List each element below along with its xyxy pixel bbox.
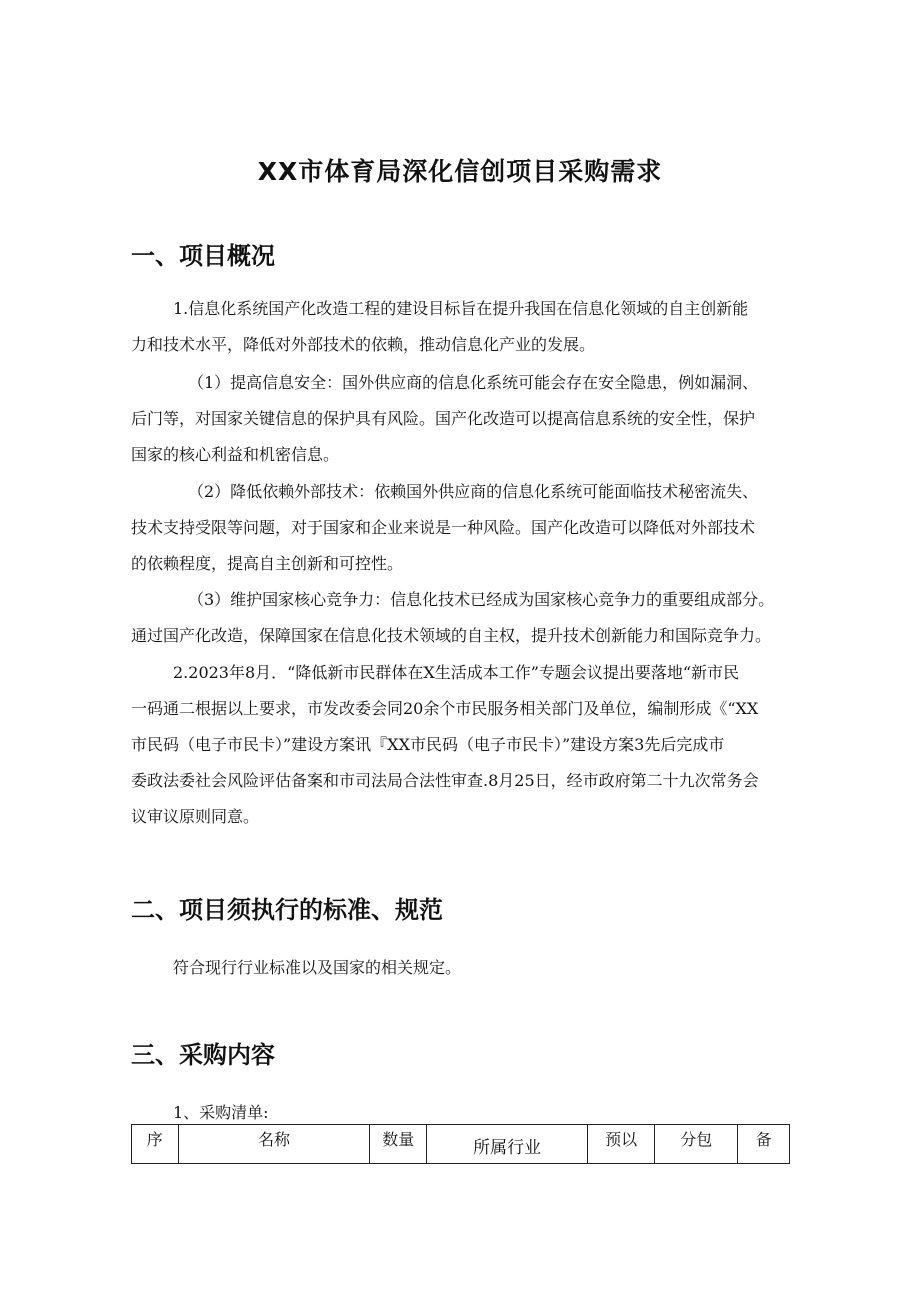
table-header-cell: 序 [132,1125,179,1164]
table-header-cell: 预以 [587,1125,654,1164]
text-line: （1）提高信息安全：国外供应商的信息化系统可能会存在安全隐患，例如漏洞、 [188,373,759,392]
text-line: （3）维护国家核心竞争力：信息化技术已经成为国家核心竞争力的重要组成部分。 [188,590,775,609]
text-line: 通过国产化改造，保障国家在信息化技术领域的自主权，提升技术创新能力和国际竞争力。 [131,626,772,645]
table-header-row [132,1125,790,1164]
paragraph-construction-goal [131,291,791,363]
text-line: 力和技术水平，降低对外部技术的依赖，推动信息化产业的发展。 [131,335,596,354]
section-heading-overview: 一、项目概况 [131,242,275,270]
table-header-cell: 所属行业 [427,1125,588,1164]
text-line: 议审议原则同意。 [131,807,260,826]
text-line: 一码通二根据以上要求，市发改委会同20余个市民服务相关部门及单位，编制形成《“XX [131,699,759,718]
section-heading-standards: 二、项目须执行的标准、规范 [131,896,443,924]
text-line: 委政法委社会风险评估备案和市司法局合法性审查.8月25日，经市政府第二十九次常务会 [131,771,759,790]
table-header-cell: 分包 [655,1125,738,1164]
text-line: 后门等，对国家关键信息的保护具有风险。国产化改造可以提高信息系统的安全性，保护 [131,409,756,428]
table-header-cell: 名称 [178,1125,370,1164]
paragraph-information-security [131,365,791,473]
text-line: 的依赖程度，提高自主创新和可控性。 [131,554,404,573]
text-line: 市民码（电子市民卡）”建设方案讯『XX市民码（电子市民卡）”建设方案3先后完成市 [131,735,725,754]
paragraph-reduce-dependence [131,474,791,582]
table-header-cell: 数量 [370,1125,427,1164]
procurement-table [131,1124,790,1164]
document-title: XX市体育局深化信创项目采购需求 [257,157,663,186]
text-line: 2.2023年8月．“降低新市民群体在X生活成本工作”专题会议提出要落地“新市民 [173,663,740,682]
text-line: 国家的核心利益和机密信息。 [131,445,340,464]
paragraph-core-competitiveness [131,582,791,654]
text-line: （2）降低依赖外部技术：依赖国外供应商的信息化系统可能面临技术秘密流失、 [188,482,759,501]
paragraph-citizen-code [131,655,791,835]
text-line: 1.信息化系统国产化改造工程的建设目标旨在提升我国在信息化领域的自主创新能 [173,299,749,318]
procurement-list-label: 1、采购清单: [173,1103,269,1122]
text-line: 技术支持受限等问题，对于国家和企业来说是一种风险。国产化改造可以降低对外部技术 [131,518,756,537]
section-heading-procurement: 三、采购内容 [131,1041,275,1069]
table-header-cell: 备 [738,1125,790,1164]
standards-text: 符合现行行业标准以及国家的相关规定。 [173,958,462,977]
